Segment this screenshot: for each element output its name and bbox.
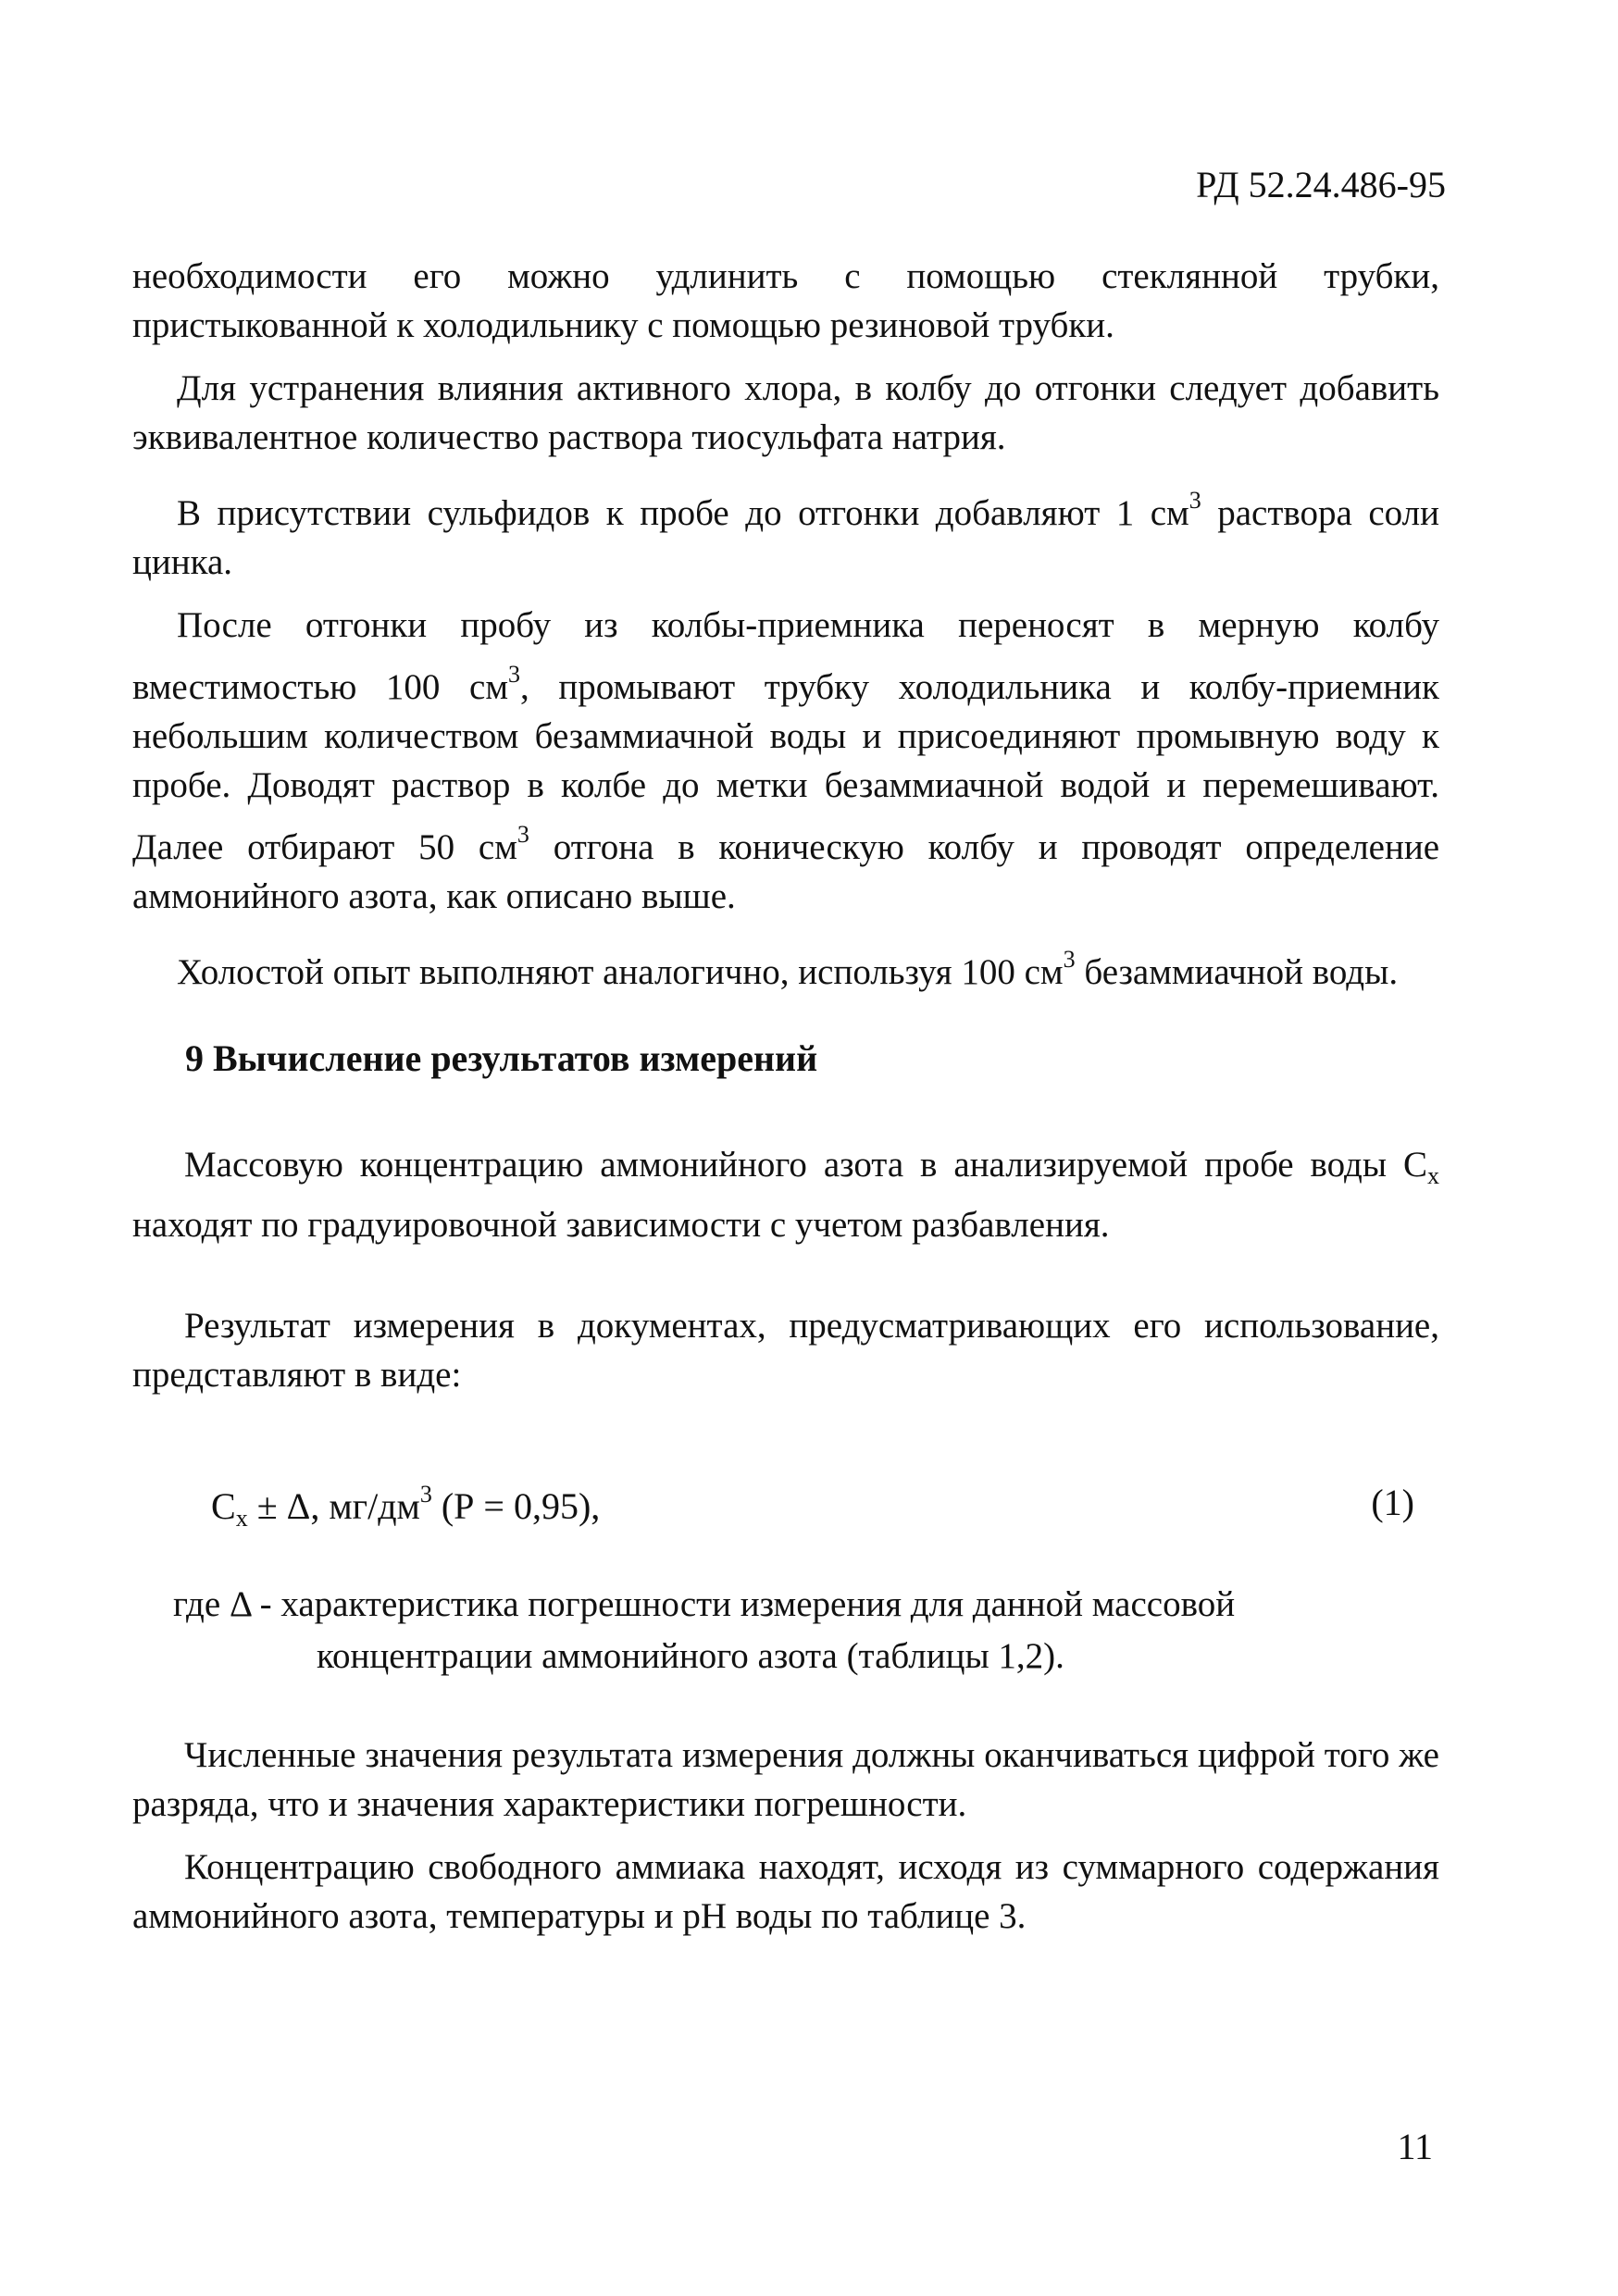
blank-test-text: Холостой опыт выполняют аналогично, используя 100 см (177, 952, 1064, 992)
sulfides-text-end: раствора соли цинка. (132, 493, 1439, 582)
legend-line-2: концентрации аммонийного азота (таблицы 1,2). (317, 1636, 1064, 1676)
paragraph-result-presentation: Результат измерения в документах, предусматривающих его использование, представляют в виде: (132, 1306, 1439, 1395)
superscript: 3 (1063, 946, 1076, 973)
paragraph-mass-concentration (132, 1140, 1439, 1249)
formula-probability: (Р = 0,95), (431, 1485, 601, 1527)
distillation-text-1: После отгонки пробу из колбы-приемника переносят в мерную колбу вместимостью 100 см (132, 605, 1439, 707)
legend-line-1: где Δ - характеристика погрешности измерения для данной массовой (173, 1584, 1236, 1624)
paragraph-blank-test (132, 935, 1439, 997)
method-text (132, 252, 1439, 1011)
section-heading: 9 Вычисление результатов измерений (185, 1037, 818, 1079)
closing-text (132, 1731, 1439, 1955)
subscript: х (1427, 1162, 1439, 1189)
section-9-text (132, 1140, 1439, 1413)
sulfides-text: В присутствии сульфидов к пробе до отгонки добавляют 1 см (177, 493, 1189, 533)
formula-superscript: 3 (419, 1481, 432, 1508)
paragraph-condenser-extension: необходимости его можно удлинить с помощью стеклянной трубки, пристыкованной к холодильнику с помощью резиновой трубки. (132, 256, 1439, 345)
formula-subscript: х (235, 1505, 248, 1532)
mass-concentration-text: Массовую концентрацию аммонийного азота в анализируемой пробе воды С (184, 1145, 1427, 1185)
superscript: 3 (1189, 487, 1201, 514)
distillation-text-3: отгона в коническую колбу и проводят определение аммонийного азота, как описано выше. (132, 827, 1440, 916)
mass-concentration-text-end: находят по градуировочной зависимости с учетом разбавления. (132, 1205, 1110, 1245)
paragraph-active-chlorine: Для устранения влияния активного хлора, в колбу до отгонки следует добавить эквивалентное количество раствора тиосульфата натрия. (132, 368, 1439, 457)
formula-c: С (211, 1485, 236, 1527)
page-number: 11 (1397, 2126, 1433, 2167)
superscript: 3 (517, 821, 529, 848)
paragraph-after-distillation (132, 601, 1439, 921)
distillation-text-2: , промывают трубку холодильника и колбу-приемник небольшим количеством безаммиачной воды и присоединяют промывную воду к пробе. Доводят раствор в колбе до метки безаммиачной водой и перемешивают. Далее отбирают 50 см (132, 667, 1439, 867)
paragraph-numeric-values: Численные значения результата измерения должны оканчиваться цифрой того же разряда, что и значения характеристики погрешности. (132, 1735, 1439, 1824)
paragraph-free-ammonia: Концентрацию свободного аммиака находят, исходя из суммарного содержания аммонийного азота, температуры и рН воды по таблице 3. (132, 1847, 1439, 1936)
document-number: РД 52.24.486-95 (1196, 164, 1446, 205)
formula-1 (211, 1481, 1414, 1533)
superscript: 3 (508, 661, 520, 688)
formula-body: ± Δ, мг/дм (247, 1485, 420, 1527)
blank-test-text-end: безаммиачной воды. (1084, 952, 1399, 992)
formula-legend (173, 1579, 1441, 1682)
paragraph-sulfides (132, 476, 1439, 587)
formula-number: (1) (1371, 1482, 1414, 1523)
